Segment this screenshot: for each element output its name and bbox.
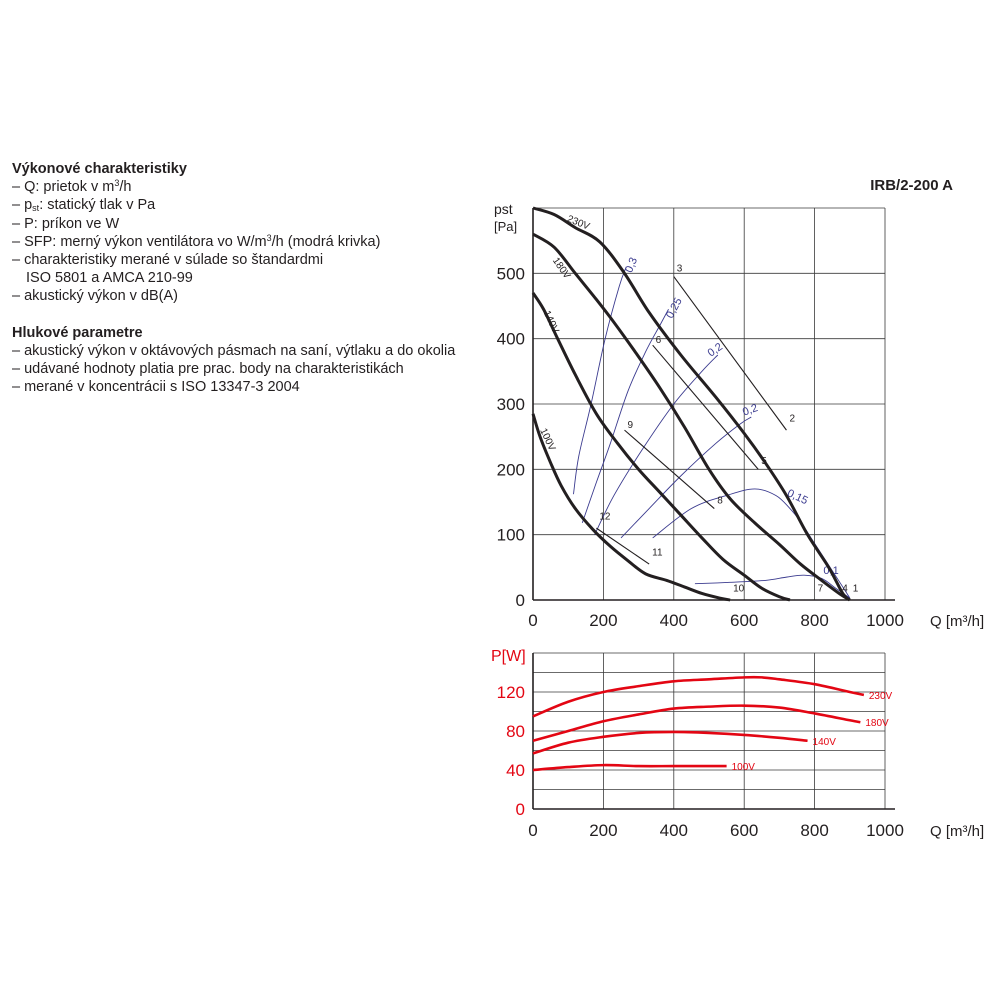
power-series-180V (533, 706, 860, 741)
pressure-grid (533, 208, 885, 600)
pressure-chart (494, 177, 984, 630)
y-tick-label: 120 (496, 683, 525, 702)
section-title-noise: Hlukové parametre (12, 324, 143, 341)
x-axis-label: Q [m³/h] (930, 613, 985, 630)
sfp-label: 0,25 (664, 295, 685, 321)
x-tick-label: 800 (800, 611, 829, 630)
pressure-series-180V (533, 234, 850, 600)
y-axis-unit: [Pa] (494, 219, 518, 234)
y-tick-label: 0 (515, 800, 525, 819)
point-label: 11 (652, 547, 663, 559)
spec-line-sfp: – SFP: merný výkon ventilátora vo $W/m^3/h$ (modrá krivka) (12, 232, 381, 250)
x-axis-label: Q [m³/h] (930, 823, 985, 840)
point-label: 10 (733, 583, 745, 595)
x-tick-label: 1000 (866, 611, 904, 630)
noise-line-2: – udávané hodnoty platia pre prac. body na charakteristikách (12, 361, 404, 378)
y-tick-label: 100 (496, 525, 525, 545)
x-tick-label: 0 (528, 611, 538, 630)
power-series-label: 230V (868, 690, 893, 702)
x-tick-label: 600 (730, 821, 759, 840)
x-tick-label: 200 (589, 821, 618, 840)
point-label: 6 (655, 335, 662, 347)
point-label: 5 (761, 456, 767, 468)
power-chart (491, 648, 984, 840)
y-tick-label: 300 (496, 395, 525, 414)
sfp-label: 0,1 (823, 564, 839, 577)
x-tick-label: 800 (800, 821, 829, 840)
x-tick-label: 200 (589, 611, 618, 630)
operating-line (674, 277, 787, 431)
series-label: 180V (549, 255, 573, 282)
y-tick-label: 80 (506, 722, 525, 741)
point-label: 4 (842, 583, 848, 595)
noise-line-3: – merané v koncentrácii s ISO 13347-3 2004 (12, 379, 300, 396)
power-series-label: 100V (731, 762, 755, 774)
point-label: 1 (852, 583, 859, 595)
series-label: 230V (565, 213, 592, 233)
x-tick-label: 0 (528, 821, 538, 840)
power-grid (533, 653, 885, 809)
power-series-label: 180V (865, 718, 889, 730)
point-label: 3 (676, 263, 683, 275)
pressure-series-100V (533, 414, 730, 600)
y-tick-label: 500 (496, 264, 525, 284)
point-label: 2 (789, 413, 796, 425)
chart-title: IRB/2-200 A (870, 177, 953, 194)
x-tick-label: 400 (659, 821, 688, 840)
sfp-label: 0,3 (623, 255, 641, 275)
y-axis-label: pst (494, 201, 513, 217)
sfp-label: 0,15 (785, 487, 810, 508)
spec-line-standards-cont: ISO 5801 a AMCA 210-99 (26, 270, 193, 287)
spec-line-p: – P: príkon ve W (12, 215, 120, 232)
operating-line (596, 528, 649, 564)
noise-line-1: – akustický výkon v oktávových pásmach na saní, výtlaku a do okolia (12, 342, 456, 359)
section-title-performance: Výkonové charakteristiky (12, 161, 187, 177)
series-label: 140V (540, 309, 561, 335)
power-series-100V (533, 765, 727, 770)
sfp-curve (573, 267, 626, 494)
point-label: 8 (717, 495, 723, 507)
y-tick-label: 40 (506, 761, 525, 780)
point-label: 7 (817, 583, 824, 595)
point-label: 9 (627, 420, 634, 432)
sfp-label: 0,2 (741, 402, 760, 419)
y-axis-label: P[W] (491, 648, 526, 665)
spec-line-q: – Q: prietok v $m^3/h$ (12, 178, 132, 196)
spec-line-standards: – charakteristiky merané v súlade so štandardmi (12, 252, 324, 269)
spec-line-acoustic: – akustický výkon v dB(A) (12, 288, 178, 305)
x-tick-label: 1000 (866, 821, 904, 840)
point-label: 12 (599, 511, 611, 523)
series-label: 100V (537, 426, 558, 453)
y-tick-label: 0 (515, 591, 525, 610)
spec-line-pst: – $p_{st}$: statický tlak v Pa (12, 197, 156, 214)
x-tick-label: 400 (659, 611, 688, 630)
power-series-label: 140V (812, 736, 836, 748)
x-tick-label: 600 (730, 611, 759, 630)
sfp-label: 0,2 (705, 340, 726, 360)
y-tick-label: 400 (496, 329, 525, 349)
y-tick-label: 200 (496, 460, 525, 480)
